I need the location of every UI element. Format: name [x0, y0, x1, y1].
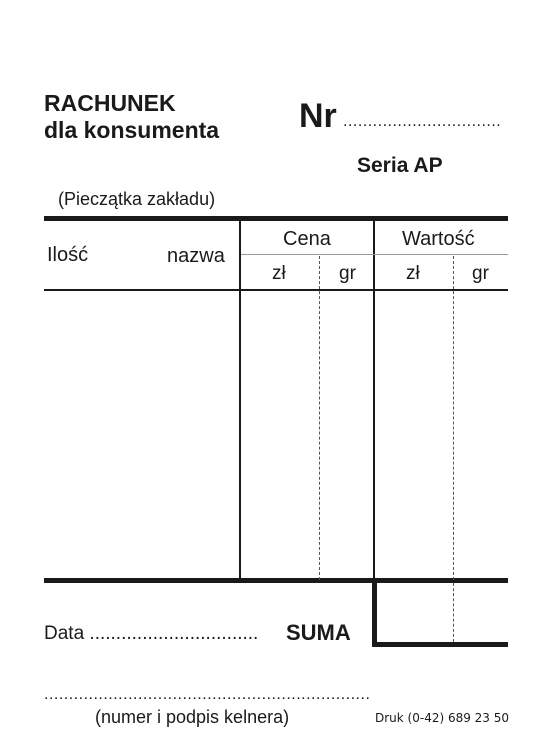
signature-dotted-line: .................................................................. — [44, 686, 371, 703]
column-nazwa: nazwa — [167, 245, 225, 267]
table-bottom-border — [44, 578, 508, 583]
cena-zl-gr-divider — [319, 256, 320, 580]
suma-label: SUMA — [286, 620, 351, 645]
signature-label: (numer i podpis kelnera) — [95, 707, 290, 727]
wartosc-zl-gr-divider — [453, 256, 454, 580]
suma-box-left — [372, 583, 377, 647]
divider-nazwa-cena — [239, 219, 241, 580]
printer-info: Druk (0-42) 689 23 50 — [375, 711, 510, 725]
nr-dotted-line: ................................ — [343, 113, 502, 130]
column-ilosc: Ilość — [47, 244, 89, 266]
stamp-label: (Pieczątka zakładu) — [58, 189, 216, 209]
suma-zl-gr-divider — [453, 583, 454, 642]
wartosc-gr: gr — [472, 263, 489, 284]
divider-cena-wartosc — [373, 219, 375, 580]
date-field: Data ................................ — [44, 623, 259, 644]
title-line-2: dla konsumenta — [44, 117, 220, 143]
suma-box-bottom — [372, 642, 508, 647]
cena-gr: gr — [339, 263, 356, 284]
column-wartosc: Wartość — [402, 228, 475, 250]
column-cena: Cena — [283, 228, 331, 250]
table-top-border — [44, 216, 508, 221]
cena-zl: zł — [272, 263, 286, 284]
subheader-divider — [241, 254, 508, 255]
nr-label: Nr — [299, 97, 337, 135]
table-header-border — [44, 289, 508, 291]
title-line-1: RACHUNEK — [44, 90, 176, 116]
wartosc-zl: zł — [406, 263, 420, 284]
seria-label: Seria AP — [357, 154, 443, 177]
